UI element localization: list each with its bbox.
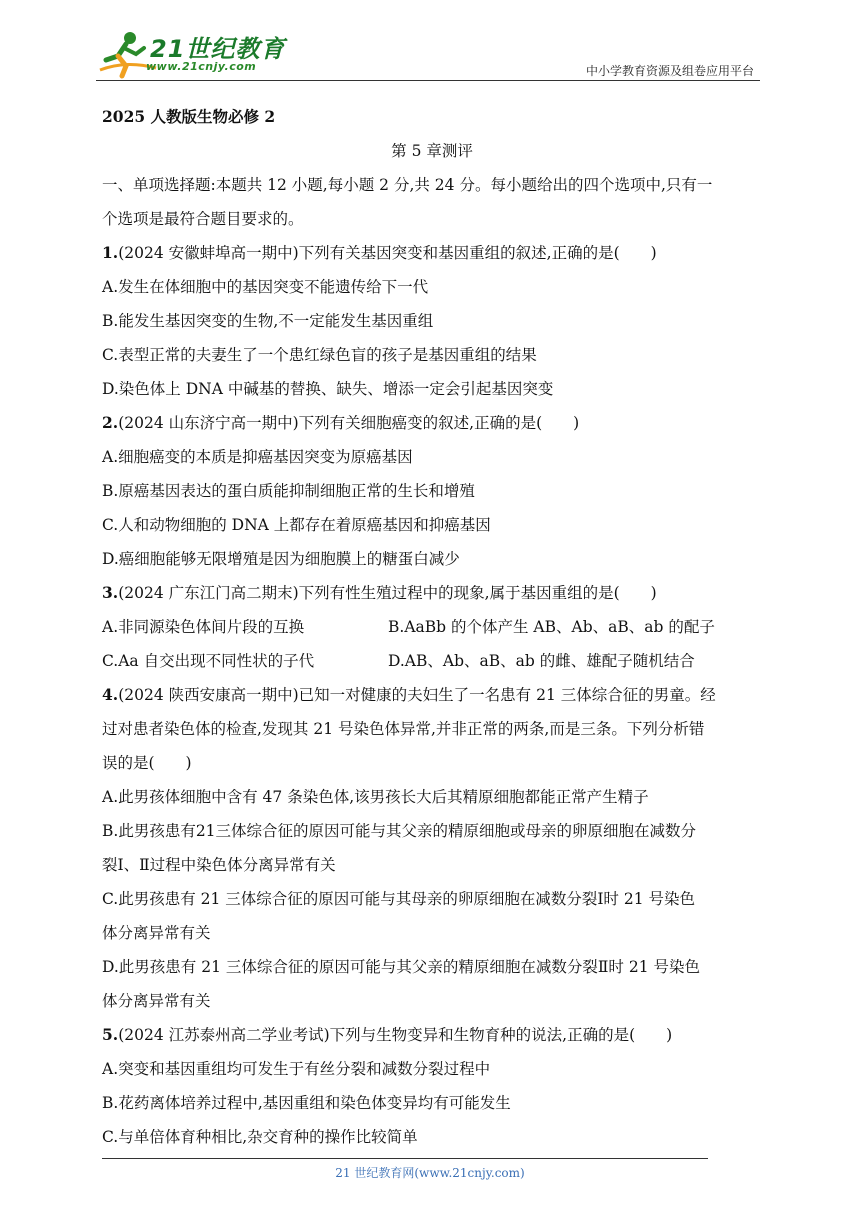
section-heading-line2: 个选项是最符合题目要求的。 xyxy=(102,210,304,228)
option-a: A.细胞癌变的本质是抑癌基因突变为原癌基因 xyxy=(102,448,413,466)
option-d-cont: 体分离异常有关 xyxy=(102,992,211,1010)
book-title: 2025 人教版生物必修 2 xyxy=(102,107,276,126)
question-4 xyxy=(102,678,762,1018)
option-b: B.AaBb 的个体产生 AB、Ab、aB、ab 的配子 xyxy=(388,618,715,636)
document-body xyxy=(102,100,762,1154)
footer-divider xyxy=(102,1158,708,1159)
option-d: D.癌细胞能够无限增殖是因为细胞膜上的糖蛋白减少 xyxy=(102,550,460,568)
question-stem-cont: 过对患者染色体的检查,发现其 21 号染色体异常,并非正常的两条,而是三条。下列分析错 xyxy=(102,720,705,738)
question-number: 2. xyxy=(102,413,119,432)
question-1 xyxy=(102,236,762,406)
option-b: B.此男孩患有21三体综合征的原因可能与其父亲的精原细胞或母亲的卵原细胞在减数分 xyxy=(102,822,697,840)
platform-name: 中小学教育资源及组卷应用平台 xyxy=(585,64,754,78)
option-a: A.此男孩体细胞中含有 47 条染色体,该男孩长大后其精原细胞都能正常产生精子 xyxy=(102,788,649,806)
option-a: A.非同源染色体间片段的互换 xyxy=(102,618,305,636)
option-c: C.Aa 自交出现不同性状的子代 xyxy=(102,652,315,670)
option-a: A.突变和基因重组均可发生于有丝分裂和减数分裂过程中 xyxy=(102,1060,491,1078)
question-5 xyxy=(102,1018,762,1154)
option-b: B.能发生基因突变的生物,不一定能发生基因重组 xyxy=(102,312,434,330)
option-b-cont: 裂Ⅰ、Ⅱ过程中染色体分离异常有关 xyxy=(102,856,336,874)
question-stem: (2024 广东江门高二期末)下列有性生殖过程中的现象,属于基因重组的是( ) xyxy=(118,584,657,602)
chapter-title: 第 5 章测评 xyxy=(391,142,473,160)
header-divider xyxy=(96,80,760,81)
option-d: D.此男孩患有 21 三体综合征的原因可能与其父亲的精原细胞在减数分裂Ⅱ时 21 号染色 xyxy=(102,958,700,976)
footer-link[interactable]: 21 世纪教育网(www.21cnjy.com) xyxy=(335,1166,525,1180)
option-a: A.发生在体细胞中的基因突变不能遗传给下一代 xyxy=(102,278,429,296)
option-d: D.AB、Ab、aB、ab 的雌、雄配子随机结合 xyxy=(388,652,695,670)
question-stem-cont: 误的是( ) xyxy=(102,754,192,772)
option-c: C.人和动物细胞的 DNA 上都存在着原癌基因和抑癌基因 xyxy=(102,516,491,534)
question-number: 3. xyxy=(102,583,119,602)
logo-text: 21世纪教育 xyxy=(150,35,286,63)
option-c: C.此男孩患有 21 三体综合征的原因可能与其母亲的卵原细胞在减数分裂Ⅰ时 21 号染色 xyxy=(102,890,696,908)
question-number: 1. xyxy=(102,243,119,262)
option-c-cont: 体分离异常有关 xyxy=(102,924,211,942)
option-b: B.原癌基因表达的蛋白质能抑制细胞正常的生长和增殖 xyxy=(102,482,475,500)
option-d: D.染色体上 DNA 中碱基的替换、缺失、增添一定会引起基因突变 xyxy=(102,380,554,398)
question-3 xyxy=(102,576,762,678)
option-c: C.与单倍体育种相比,杂交育种的操作比较简单 xyxy=(102,1128,418,1146)
question-2 xyxy=(102,406,762,576)
question-stem: (2024 山东济宁高一期中)下列有关细胞癌变的叙述,正确的是( ) xyxy=(118,414,580,432)
question-stem: (2024 陕西安康高一期中)已知一对健康的夫妇生了一名患有 21 三体综合征的男童。经 xyxy=(118,686,716,704)
question-number: 5. xyxy=(102,1025,119,1044)
question-stem: (2024 江苏泰州高二学业考试)下列与生物变异和生物育种的说法,正确的是( ) xyxy=(118,1026,673,1044)
logo-url: www.21cnjy.com xyxy=(146,60,257,73)
option-b: B.花药离体培养过程中,基因重组和染色体变异均有可能发生 xyxy=(102,1094,511,1112)
question-number: 4. xyxy=(102,685,119,704)
page-header xyxy=(0,0,860,90)
section-heading-line1: 一、单项选择题:本题共 12 小题,每小题 2 分,共 24 分。每小题给出的四个选项中,只有一 xyxy=(102,176,713,194)
option-c: C.表型正常的夫妻生了一个患红绿色盲的孩子是基因重组的结果 xyxy=(102,346,537,364)
question-stem: (2024 安徽蚌埠高一期中)下列有关基因突变和基因重组的叙述,正确的是( ) xyxy=(118,244,657,262)
